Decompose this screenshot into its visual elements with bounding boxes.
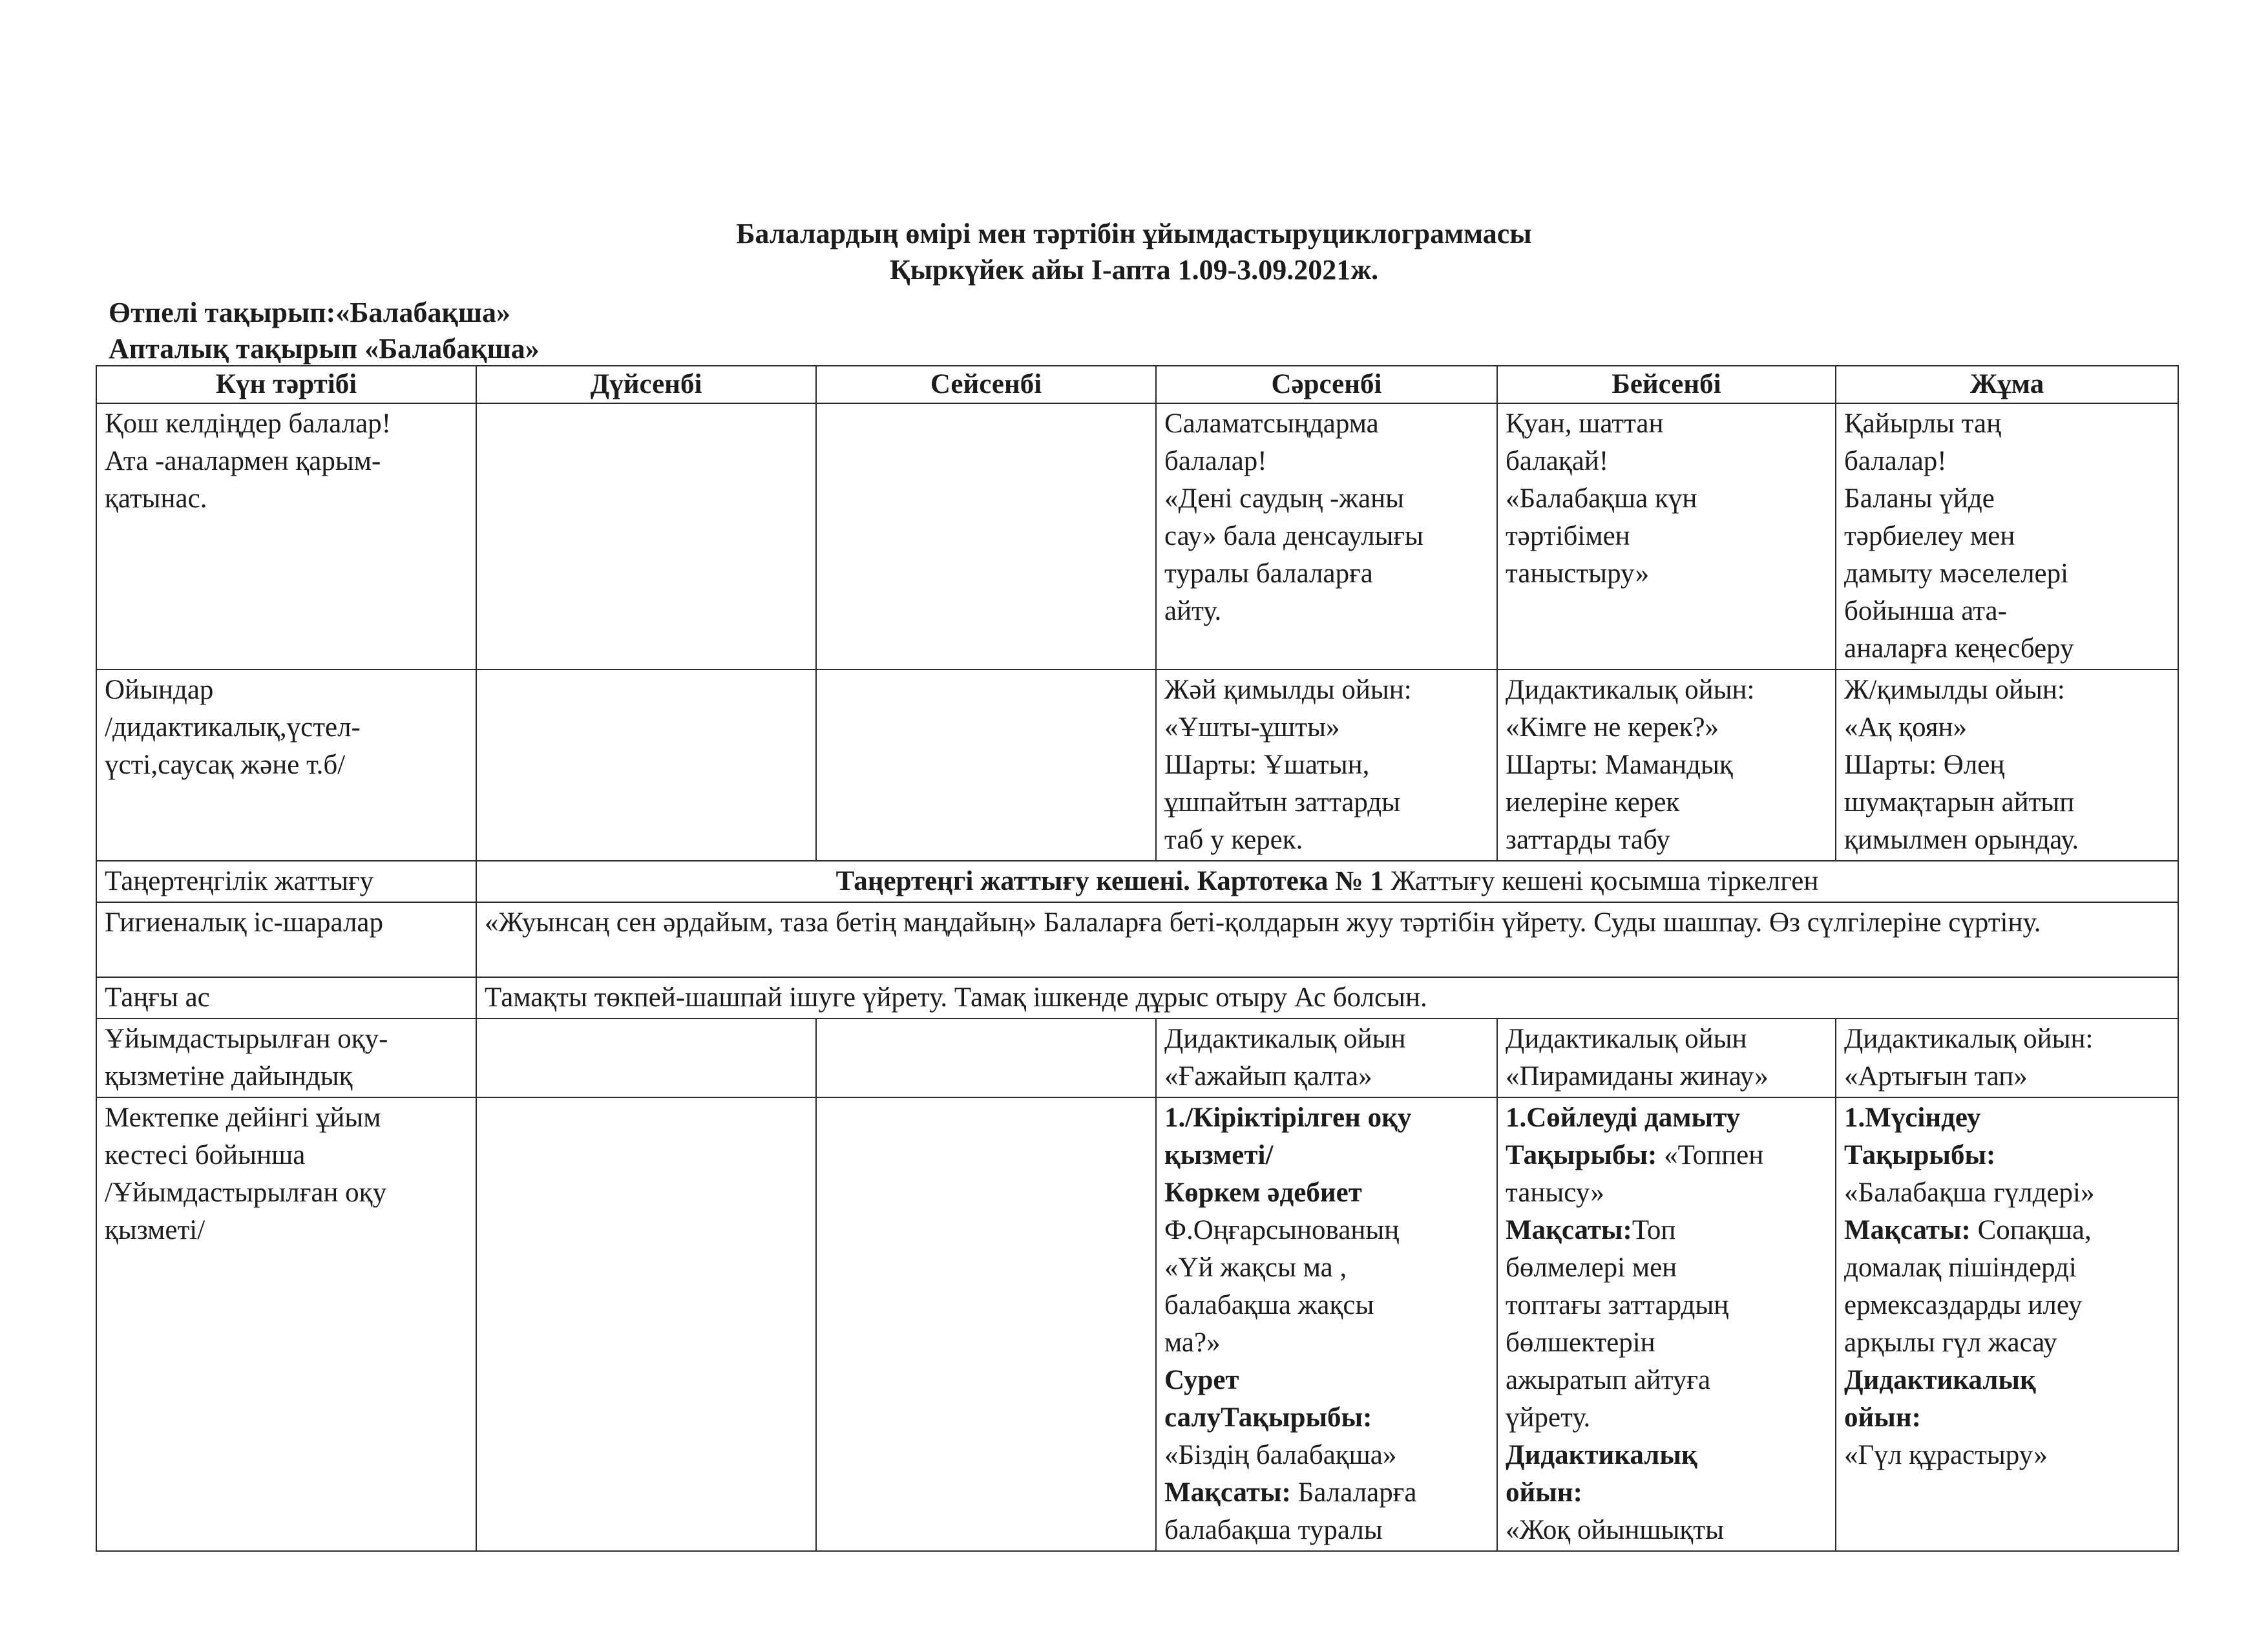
header-tuesday: Сейсенбі <box>816 366 1156 403</box>
table-header-row <box>96 366 2178 403</box>
cell-thursday: 1.Сөйлеуді дамыту Тақырыбы: «Топпен танысу» Мақсаты:Топ бөлмелері мен топтағы заттардың бөлшектерін ажыратып айтуға үйрету. Дидактикалық ойын: «Жоқ ойыншықты <box>1497 1097 1836 1551</box>
transitional-topic: Өтпелі тақырып:«Балабақша» <box>109 297 510 328</box>
cell-wednesday: Жәй қимылды ойын: «Ұшты-ұшты» Шарты: Ұшатын, ұшпайтын заттарды таб у керек. <box>1156 670 1497 861</box>
document-title: Балалардың өмірі мен тәртібін ұйымдастыруциклограммасы <box>736 218 1532 249</box>
cell-tuesday <box>816 1097 1156 1551</box>
cell-friday: Дидактикалық ойын: «Артығын тап» <box>1836 1019 2178 1097</box>
cell-friday: Ж/қимылды ойын: «Ақ қоян» Шарты: Өлең шумақтарын айтып қимылмен орындау. <box>1836 670 2178 861</box>
row-label: Ойындар /дидактикалық,үстел- үсті,саусақ және т.б/ <box>96 670 476 861</box>
weekly-topic: Апталық тақырып «Балабақша» <box>109 333 540 364</box>
cell-wednesday: 1./Кіріктірілген оқу қызметі/ Көркем әдебиет Ф.Оңғарсынованың «Үй жақсы ма , балабақша жақсы ма?» Сурет салуТақырыбы: «Біздің балабақша» Мақсаты: Балаларға балабақша туралы <box>1156 1097 1497 1551</box>
table-row <box>96 902 2178 977</box>
cell-monday <box>476 670 816 861</box>
row-label: Мектепке дейінгі ұйым кестесі бойынша /Ұйымдастырылған оқу қызметі/ <box>96 1097 476 1551</box>
table-row <box>96 403 2178 670</box>
cell-monday <box>476 403 816 670</box>
table-row <box>96 670 2178 861</box>
row-label: Таңертеңгілік жаттығу <box>96 861 476 902</box>
document-period: Қыркүйек айы І-апта 1.09-3.09.2021ж. <box>889 254 1379 286</box>
cell-tuesday <box>816 1019 1156 1097</box>
cell-thursday: Дидактикалық ойын: «Кімге не керек?» Шарты: Мамандық иелеріне керек заттарды табу <box>1497 670 1836 861</box>
cell-tuesday <box>816 670 1156 861</box>
merged-cell: Таңертеңгі жаттығу кешені. Картотека № 1 Жаттығу кешені қосымша тіркелген <box>476 861 2178 902</box>
header-thursday: Бейсенбі <box>1497 366 1836 403</box>
cell-wednesday: Дидактикалық ойын «Ғажайып қалта» <box>1156 1019 1497 1097</box>
row-label: Қош келдіңдер балалар! Ата -аналармен қарым- қатынас. <box>96 403 476 670</box>
table-row <box>96 977 2178 1019</box>
cell-friday: 1.Мүсіндеу Тақырыбы: «Балабақша гүлдері» Мақсаты: Сопақша, домалақ пішіндерді ермексаздарды илеу арқылы гүл жасау Дидактикалық ойын: «Гүл құрастыру» <box>1836 1097 2178 1551</box>
cell-thursday: Дидактикалық ойын «Пирамиданы жинау» <box>1497 1019 1836 1097</box>
row-label: Гигиеналық іс-шаралар <box>96 902 476 977</box>
table-row <box>96 1097 2178 1551</box>
header-friday: Жұма <box>1836 366 2178 403</box>
table-row <box>96 861 2178 902</box>
cell-friday: Қайырлы таң балалар! Баланы үйде тәрбиелеу мен дамыту мәселелері бойынша ата- аналарға кеңесберу <box>1836 403 2178 670</box>
schedule-table <box>96 365 2179 1552</box>
cell-thursday: Қуан, шаттан балақай! «Балабақша күн тәртібімен таныстыру» <box>1497 403 1836 670</box>
row-label: Ұйымдастырылған оқу- қызметіне дайындық <box>96 1019 476 1097</box>
header-monday: Дүйсенбі <box>476 366 816 403</box>
cell-monday <box>476 1019 816 1097</box>
header-daily-routine: Күн тәртібі <box>96 366 476 403</box>
cell-monday <box>476 1097 816 1551</box>
merged-cell: «Жуынсаң сен әрдайым, таза бетің маңдайың» Балаларға беті-қолдарын жуу тәртібін үйрету. Суды шашпау. Өз сүлгілеріне сүртіну. <box>476 902 2178 977</box>
cell-wednesday: Саламатсыңдарма балалар! «Дені саудың -жаны сау» бала денсаулығы туралы балаларға айту. <box>1156 403 1497 670</box>
header-wednesday: Сәрсенбі <box>1156 366 1497 403</box>
table-row <box>96 1019 2178 1097</box>
cell-tuesday <box>816 403 1156 670</box>
merged-cell: Тамақты төкпей-шашпай ішуге үйрету. Тамақ ішкенде дұрыс отыру Ас болсын. <box>476 977 2178 1019</box>
row-label: Таңғы ас <box>96 977 476 1019</box>
